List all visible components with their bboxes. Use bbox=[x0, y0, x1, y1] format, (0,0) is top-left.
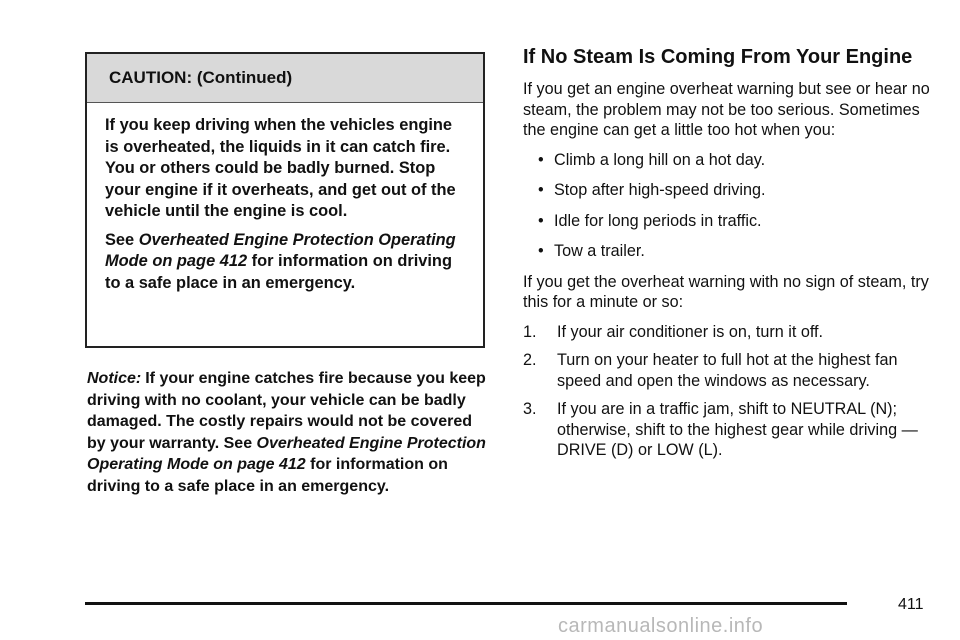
condition-list bbox=[523, 150, 933, 262]
step-item bbox=[523, 350, 933, 391]
step-number: 1. bbox=[523, 322, 537, 341]
caution-cross-reference: Overheated Engine Protection Operating Mode on page 412 bbox=[105, 230, 456, 270]
notice-text-tail: for information on driving to a safe place in an emergency. bbox=[87, 456, 448, 495]
step-text: If your air conditioner is on, turn it off. bbox=[557, 322, 824, 341]
page-number: 411 bbox=[898, 596, 924, 613]
steps-list bbox=[523, 322, 933, 461]
list-item-text: Climb a long hill on a hot day. bbox=[554, 150, 766, 169]
list-item bbox=[523, 150, 933, 171]
caution-paragraph: If you keep driving when the vehicles engine is overheated, the liquids in it can catch fire. You or others could be badly burned. Stop your engine if it overheats, and get out of the vehicle until the engine is cool. bbox=[105, 116, 456, 220]
notice-cross-reference: Overheated Engine Protection Operating Mode on page 412 bbox=[87, 434, 486, 473]
caution-title: CAUTION: (Continued) bbox=[87, 54, 483, 103]
section-intro: If you get an engine overheat warning but see or hear no steam, the problem may not be too serious. Sometimes the engine can get a little too hot when you: bbox=[523, 80, 930, 139]
bullet-icon: • bbox=[538, 242, 544, 260]
notice-block bbox=[87, 368, 492, 497]
caution-box bbox=[85, 52, 485, 348]
list-item-text: Idle for long periods in traffic. bbox=[554, 211, 762, 230]
right-column bbox=[523, 44, 933, 469]
step-number: 2. bbox=[523, 351, 537, 369]
step-item bbox=[523, 322, 933, 343]
step-text: Turn on your heater to full hot at the highest fan speed and open the windows as necessary. bbox=[557, 351, 898, 390]
bullet-icon: • bbox=[538, 211, 544, 230]
list-item-text: Tow a trailer. bbox=[554, 242, 645, 260]
notice-label: Notice: bbox=[87, 370, 142, 387]
notice-text: If your engine catches fire because you keep driving with no coolant, your vehicle can be badly damaged. The costly repairs would not be covered by your warranty. See bbox=[87, 370, 486, 452]
step-number: 3. bbox=[523, 400, 537, 418]
list-item bbox=[523, 241, 933, 262]
section-heading: If No Steam Is Coming From Your Engine bbox=[523, 46, 913, 68]
footer-rule bbox=[85, 602, 847, 605]
caution-body bbox=[87, 103, 483, 294]
caution-see-text: See bbox=[105, 230, 139, 249]
bullet-icon: • bbox=[538, 150, 544, 169]
bullet-icon: • bbox=[538, 181, 544, 199]
caution-see-paragraph bbox=[105, 230, 467, 295]
watermark: carmanualsonline.info bbox=[558, 615, 764, 637]
caution-see-tail: for information on driving to a safe place in an emergency. bbox=[105, 252, 452, 292]
list-item bbox=[523, 211, 933, 232]
step-item bbox=[523, 399, 933, 461]
step-text: If you are in a traffic jam, shift to NEUTRAL (N); otherwise, shift to the highest gear while driving — DRIVE (D) or LOW (L). bbox=[557, 400, 918, 459]
section-paragraph: If you get the overheat warning with no sign of steam, try this for a minute or so: bbox=[523, 272, 929, 311]
list-item bbox=[523, 180, 933, 201]
list-item-text: Stop after high-speed driving. bbox=[554, 181, 766, 199]
